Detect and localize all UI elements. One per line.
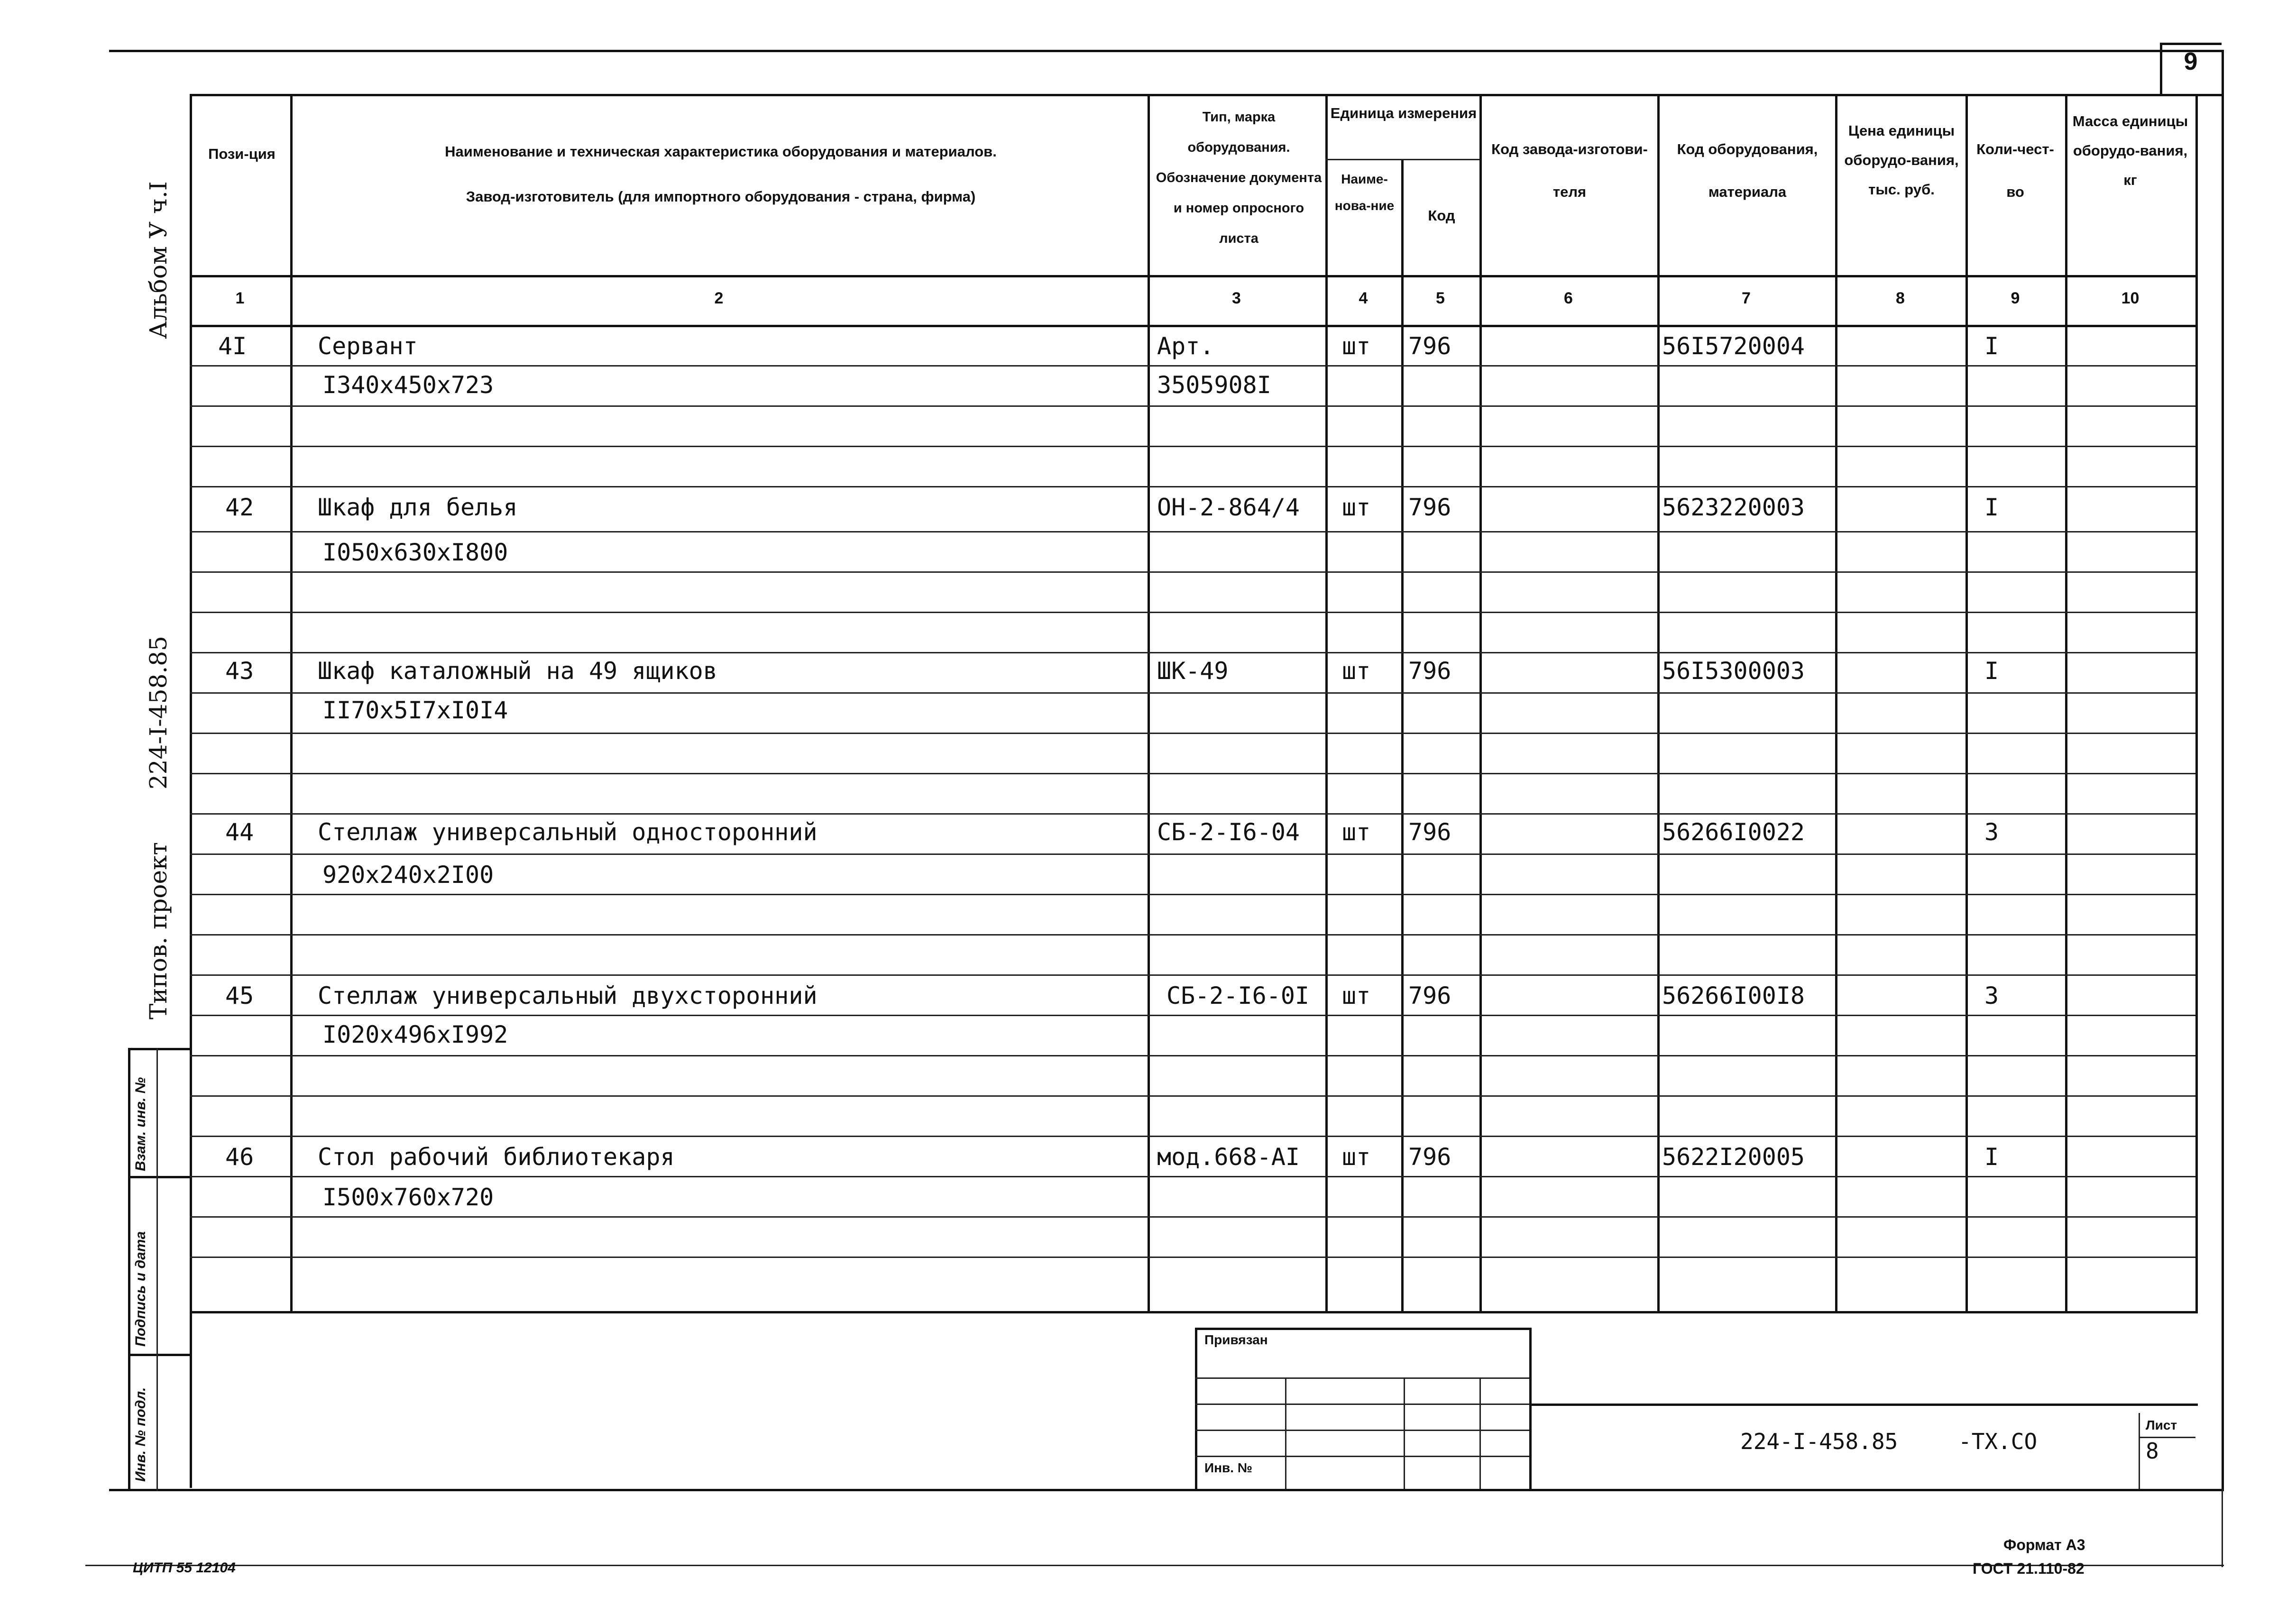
colnum-10: 10 (2121, 289, 2140, 307)
project-code-label: 224-I-458.85 (145, 636, 172, 789)
colnum-1: 1 (235, 289, 245, 307)
row-quantity: I (1984, 332, 1999, 360)
row-position: 43 (225, 657, 254, 685)
colnum-3: 3 (1232, 289, 1241, 307)
row-quantity: I (1984, 1143, 1999, 1171)
row-name: Стеллаж универсальный односторонний (318, 818, 817, 846)
header-name-line1: Наименование и техническая характеристика оборудования и материалов. (445, 143, 997, 160)
privyazan-label: Привязан (1204, 1332, 1268, 1347)
row-dimensions: I050x630xI800 (322, 539, 508, 566)
row-type-number: 3505908I (1157, 371, 1271, 399)
row-dimensions: II70x5I7xI0I4 (322, 697, 508, 724)
row-type: ОН-2-864/4 (1157, 494, 1300, 521)
row-position: 42 (225, 494, 254, 521)
row-quantity: 3 (1984, 982, 1999, 1009)
row-quantity: I (1984, 494, 1999, 521)
header-price: Цена единицы оборудо-вания, тыс. руб. (1844, 122, 1959, 198)
row-type: Арт. (1157, 332, 1214, 360)
list-number: 8 (2146, 1438, 2159, 1464)
row-unit: шт (1342, 982, 1371, 1009)
row-type: СБ-2-I6-04 (1157, 818, 1300, 846)
row-unit-code: 796 (1408, 332, 1451, 360)
row-name: Шкаф каталожный на 49 ящиков (318, 657, 717, 685)
album-label: Альбом У ч.I (145, 181, 172, 339)
colnum-2: 2 (714, 289, 724, 307)
sheet-number: 9 (2184, 48, 2198, 75)
row-unit-code: 796 (1408, 982, 1451, 1009)
document-suffix: -ТХ.СО (1958, 1429, 2038, 1454)
colnum-8: 8 (1896, 289, 1905, 307)
header-quantity: Коли-чест-во (1976, 141, 2054, 200)
row-position: 46 (225, 1143, 254, 1171)
header-unit-code: Код (1428, 207, 1455, 224)
header-type: Тип, марка оборудования. Обозначение документа и номер опросного листа (1156, 110, 1322, 246)
row-dimensions: I020x496xI992 (322, 1021, 508, 1048)
colnum-4: 4 (1359, 289, 1368, 307)
row-unit: шт (1342, 494, 1371, 521)
row-dimensions: I500x760x720 (322, 1184, 494, 1211)
row-name: Шкаф для белья (318, 494, 518, 521)
row-position: 44 (225, 818, 254, 846)
row-equipment-code: 56266I00I8 (1662, 982, 1805, 1009)
row-name: Сервант (318, 332, 418, 360)
row-equipment-code: 56I5720004 (1662, 332, 1805, 360)
row-name: Стеллаж универсальный двухсторонний (318, 982, 817, 1009)
row-unit: шт (1342, 657, 1371, 685)
header-mass: Масса единицы оборудо-вания, кг (2072, 113, 2188, 188)
row-equipment-code: 56266I0022 (1662, 818, 1805, 846)
row-unit-code: 796 (1408, 657, 1451, 685)
row-unit-code: 796 (1408, 494, 1451, 521)
row-unit: шт (1342, 332, 1371, 360)
row-quantity: I (1984, 657, 1999, 685)
stamp-inv-label: Инв. № подл. (133, 1387, 148, 1482)
stamp-vzam-label: Взам. инв. № (133, 1077, 148, 1171)
header-unit-name: Наиме-нова-ние (1334, 172, 1395, 213)
row-quantity: 3 (1984, 818, 1999, 846)
row-position: 4I (218, 332, 247, 360)
colnum-5: 5 (1436, 289, 1445, 307)
header-position: Пози-ция (208, 146, 276, 162)
footer-format: Формат А3 (2003, 1536, 2085, 1553)
header-factory-code: Код завода-изготови-теля (1491, 141, 1648, 200)
row-unit-code: 796 (1408, 818, 1451, 846)
row-position: 45 (225, 982, 254, 1009)
colnum-9: 9 (2011, 289, 2020, 307)
row-dimensions: I340x450x723 (322, 371, 494, 399)
colnum-7: 7 (1742, 289, 1751, 307)
row-type: ШК-49 (1157, 657, 1229, 685)
row-type: мод.668-АI (1157, 1143, 1300, 1171)
footer-left-code: ЦИТП 55 12104 (133, 1560, 236, 1576)
footer-gost: ГОСТ 21.110-82 (1973, 1560, 2085, 1577)
header-equipment-code: Код оборудования, материала (1677, 141, 1818, 200)
row-equipment-code: 56I5300003 (1662, 657, 1805, 685)
row-name: Стол рабочий библиотекаря (318, 1143, 675, 1171)
row-unit-code: 796 (1408, 1143, 1451, 1171)
row-type: СБ-2-I6-0I (1166, 982, 1310, 1009)
row-unit: шт (1342, 1143, 1371, 1171)
header-unit-group: Единица измерения (1330, 105, 1477, 121)
stamp-podpis-label: Подпись и дата (133, 1231, 148, 1347)
row-unit: шт (1342, 818, 1371, 846)
row-equipment-code: 5623220003 (1662, 494, 1805, 521)
colnum-6: 6 (1564, 289, 1573, 307)
inv-no-label: Инв. № (1204, 1460, 1253, 1475)
list-label: Лист (2146, 1418, 2177, 1432)
typical-project-label: Типов. проект (145, 842, 172, 1019)
row-dimensions: 920x240x2I00 (322, 861, 494, 889)
header-name-line2: Завод-изготовитель (для импортного оборудования - страна, фирма) (466, 188, 976, 205)
row-equipment-code: 5622I20005 (1662, 1143, 1805, 1171)
document-code: 224-I-458.85 (1740, 1429, 1898, 1454)
